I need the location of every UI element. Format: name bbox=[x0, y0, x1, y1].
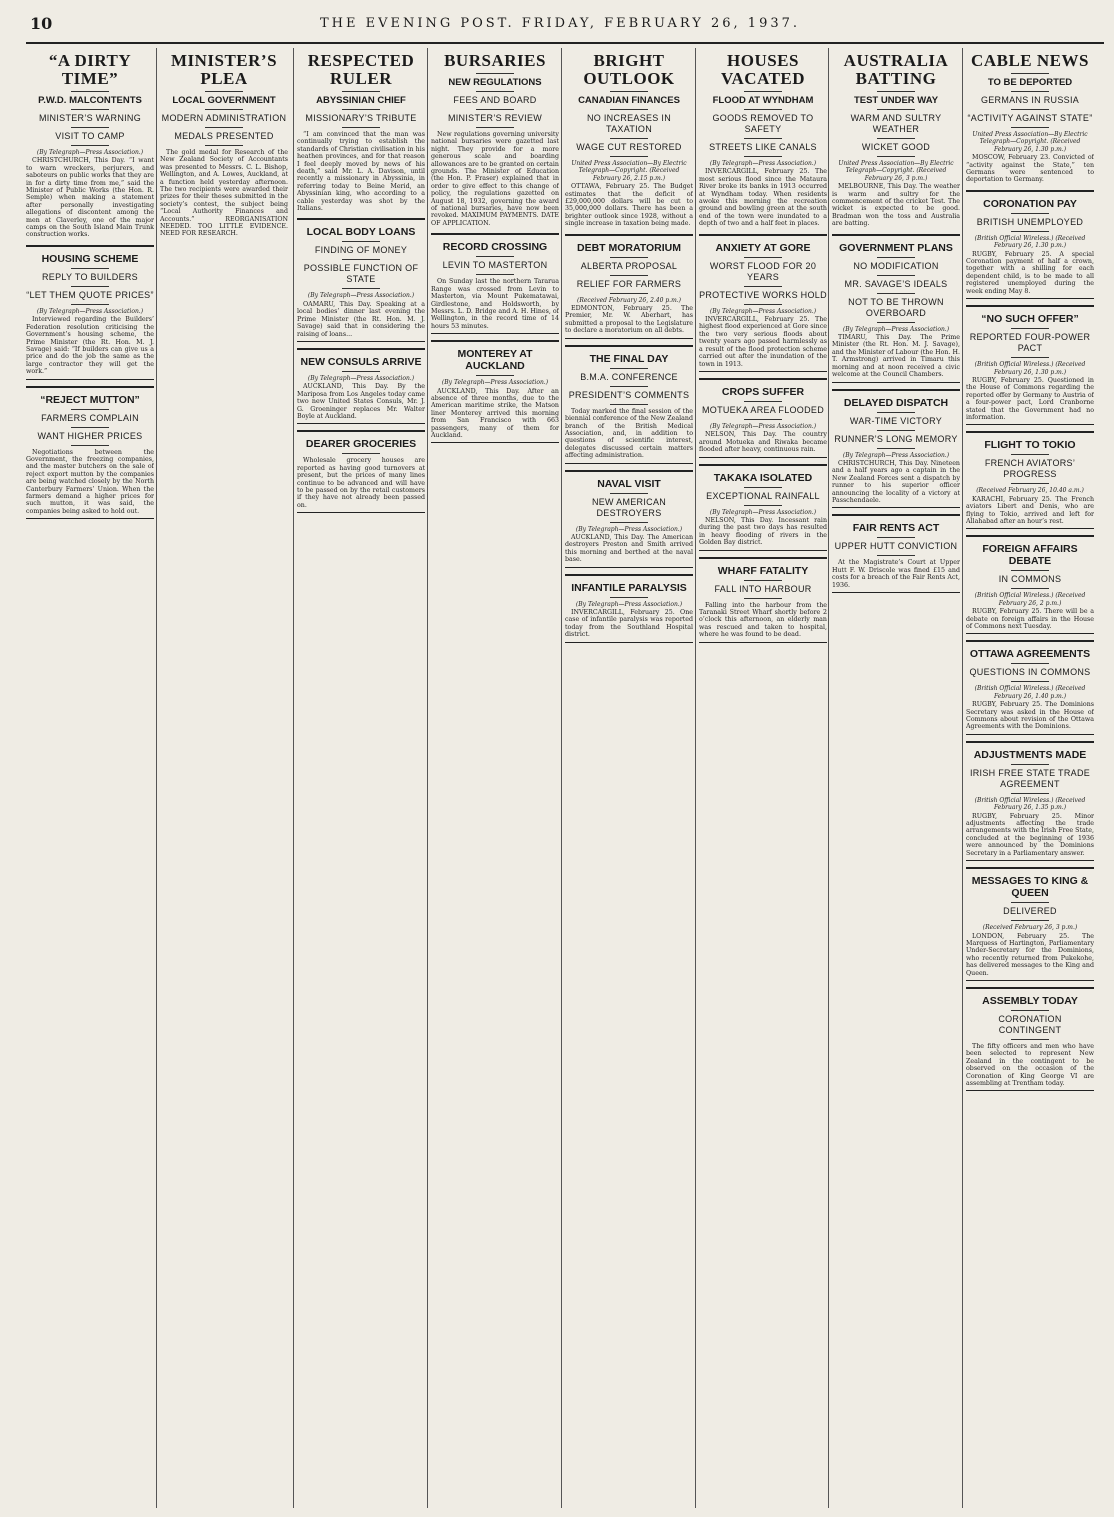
article-headline: MONTEREY AT AUCKLAND bbox=[457, 348, 533, 373]
article-subhead: CORONATION CONTINGENT bbox=[998, 1013, 1062, 1035]
article-byline: (By Telegraph—Press Association.) bbox=[709, 160, 817, 167]
article-subhead: “ACTIVITY AGAINST STATE” bbox=[967, 113, 1093, 123]
divider bbox=[1011, 109, 1049, 110]
article-subhead: FEES AND BOARD bbox=[453, 95, 537, 105]
article bbox=[431, 340, 559, 443]
divider bbox=[610, 597, 648, 598]
article-subhead: FLOOD AT WYNDHAM bbox=[712, 95, 814, 106]
column-8 bbox=[966, 48, 1094, 1508]
divider bbox=[1011, 663, 1049, 664]
article-byline: (British Official Wireless.) (Received February 26, 1.35 p.m.) bbox=[974, 796, 1086, 812]
divider bbox=[877, 275, 915, 276]
article-body: OTTAWA, February 25. The Budget estimates that the deficit of £29,000,000 dollars will be cut to 35,000,000 dollars. There has been a brighter outlook since 1928, without a single increase in taxation being made. bbox=[565, 183, 693, 228]
divider bbox=[744, 598, 782, 599]
article-subhead: DELIVERED bbox=[1003, 906, 1057, 917]
divider bbox=[877, 138, 915, 139]
article-subhead: PROTECTIVE WORKS HOLD bbox=[699, 289, 827, 300]
article-headline: NAVAL VISIT bbox=[597, 477, 661, 490]
article-subhead: MODERN ADMINISTRATION bbox=[161, 113, 287, 123]
divider bbox=[744, 487, 782, 488]
divider bbox=[71, 445, 109, 446]
divider bbox=[205, 127, 243, 128]
article-byline: (British Official Wireless.) (Received February 26, 1.30 p.m.) bbox=[974, 361, 1086, 376]
article-byline: (British Official Wireless.) (Received February 26, 1.40 p.m.) bbox=[974, 685, 1086, 700]
divider bbox=[342, 109, 380, 110]
article-byline: (By Telegraph—Press Association.) bbox=[575, 525, 683, 533]
article bbox=[297, 430, 425, 513]
article-byline: (By Telegraph—Press Association.) bbox=[36, 149, 144, 156]
divider bbox=[1011, 357, 1049, 358]
article-subhead: ALBERTA PROPOSAL bbox=[580, 260, 678, 271]
divider bbox=[1011, 127, 1049, 128]
divider bbox=[1011, 1010, 1049, 1011]
divider bbox=[476, 274, 514, 275]
divider bbox=[342, 288, 380, 289]
article-headline: DELAYED DISPATCH bbox=[843, 396, 949, 409]
article bbox=[565, 574, 693, 643]
divider bbox=[744, 91, 782, 92]
article-headline: DEARER GROCERIES bbox=[305, 438, 417, 451]
divider bbox=[342, 371, 380, 372]
article-body: Today marked the final session of the biennial conference of the New Zealand branch of the British Medical Association, and, in addition to questions of scientific interest, delegates discussed certain matters affecting administration. bbox=[565, 407, 693, 460]
article-subhead: NOT TO BE THROWN OVERBOARD bbox=[848, 296, 944, 318]
divider bbox=[342, 453, 380, 454]
divider bbox=[1011, 328, 1049, 329]
article-headline: BRIGHT OUTLOOK bbox=[583, 51, 675, 88]
article-body: New regulations governing university national bursaries were gazetted last night. They provide for a more generous scale and boarding allowances are to be granted on certain grounds. The Minister of Education (the Hon. P. Fraser) explained that in order to give effect to this change of policy, the regulations gazetted on August 18, 1932, governing the award of national bursaries, have now been revoked. MAXIMUM PAYMENTS. DATE OF APPLICATION. bbox=[431, 131, 559, 227]
article-byline: (By Telegraph—Press Association.) bbox=[842, 325, 950, 333]
article-subhead: ABYSSINIAN CHIEF bbox=[316, 95, 406, 106]
divider bbox=[1011, 73, 1049, 74]
divider bbox=[744, 138, 782, 139]
divider bbox=[71, 109, 109, 110]
divider bbox=[1011, 454, 1049, 455]
article bbox=[699, 557, 827, 643]
article-body: The fifty officers and men who have been selected to represent New Zealand in the contingent to be observed on the occasion of the Coronation of King George VI are assembling at Trentham today. bbox=[966, 1042, 1094, 1087]
article-subhead: “LET THEM QUOTE PRICES” bbox=[26, 289, 154, 300]
article-subhead: NEW REGULATIONS bbox=[448, 77, 542, 88]
article-subhead: TEST UNDER WAY bbox=[853, 95, 939, 106]
divider bbox=[877, 293, 915, 294]
article-subhead: MR. SAVAGE’S IDEALS bbox=[844, 278, 948, 289]
article bbox=[26, 52, 154, 239]
article-subhead: NEW AMERICAN DESTROYERS bbox=[591, 496, 667, 518]
article-headline: GOVERNMENT PLANS bbox=[839, 241, 953, 254]
divider bbox=[205, 145, 243, 146]
article-byline: (By Telegraph—Press Association.) bbox=[842, 451, 950, 459]
article-subhead: REPORTED FOUR-POWER PACT bbox=[969, 332, 1091, 354]
column-rule bbox=[695, 48, 696, 1508]
article-headline: MESSAGES TO KING & QUEEN bbox=[971, 875, 1089, 900]
article-subhead: NO MODIFICATION bbox=[853, 260, 939, 271]
article-subhead: WAR-TIME VICTORY bbox=[849, 415, 943, 426]
divider bbox=[744, 257, 782, 258]
divider bbox=[476, 73, 514, 74]
divider bbox=[610, 368, 648, 369]
article-subhead: EXCEPTIONAL RAINFALL bbox=[706, 490, 820, 501]
divider bbox=[877, 430, 915, 431]
article-subhead: FRENCH AVIATORS’ PROGRESS bbox=[984, 458, 1076, 480]
divider bbox=[877, 109, 915, 110]
divider bbox=[1011, 588, 1049, 589]
article bbox=[565, 234, 693, 339]
divider bbox=[744, 580, 782, 581]
article bbox=[832, 389, 960, 509]
article-subhead: IN COMMONS bbox=[998, 574, 1062, 585]
article bbox=[966, 640, 1094, 734]
article-headline: FLIGHT TO TOKIO bbox=[984, 439, 1076, 452]
divider bbox=[342, 91, 380, 92]
article-headline: TAKAKA ISOLATED bbox=[713, 471, 813, 484]
divider bbox=[1011, 764, 1049, 765]
article-headline: NEW CONSULS ARRIVE bbox=[300, 355, 422, 368]
divider bbox=[877, 555, 915, 556]
article bbox=[966, 52, 1094, 184]
divider bbox=[744, 401, 782, 402]
article bbox=[565, 345, 693, 464]
column-6 bbox=[699, 48, 827, 1508]
article-body: EDMONTON, February 25. The Premier, Mr. W. Aberhart, has submitted a proposal to the Legislature to declare a moratorium on all debts. bbox=[565, 305, 693, 335]
divider bbox=[71, 91, 109, 92]
article-body: RUGBY, February 25. Minor adjustments affecting the trade arrangements with the Irish Free State, concluded at the beginning of 1936 were announced by the Dominions Secretary in a Parliamentary answer. bbox=[966, 812, 1094, 857]
article bbox=[160, 52, 288, 238]
divider bbox=[877, 257, 915, 258]
article-byline: (By Telegraph—Press Association.) bbox=[709, 307, 817, 315]
divider bbox=[476, 375, 514, 376]
article-subhead: WICKET GOOD bbox=[861, 142, 931, 152]
column-rule bbox=[561, 48, 562, 1508]
article-subhead: P.W.D. MALCONTENTS bbox=[38, 95, 142, 106]
article-subhead: MEDALS PRESENTED bbox=[174, 131, 274, 141]
column-3 bbox=[297, 48, 425, 1508]
article-headline: MINISTER’S PLEA bbox=[170, 51, 278, 88]
article-byline: United Press Association—By Electric Telegraph—Copyright. (Received February 26, 1.30 p.m.) bbox=[972, 131, 1088, 153]
article bbox=[565, 52, 693, 228]
article bbox=[297, 52, 425, 212]
divider bbox=[877, 91, 915, 92]
article-headline: AUSTRALIA BATTING bbox=[843, 51, 949, 88]
divider bbox=[476, 127, 514, 128]
article-subhead: STREETS LIKE CANALS bbox=[709, 142, 817, 152]
article-headline: WHARF FATALITY bbox=[717, 564, 809, 577]
divider bbox=[610, 138, 648, 139]
divider bbox=[610, 91, 648, 92]
article-byline: (Received February 26, 2.40 p.m.) bbox=[576, 296, 682, 304]
divider bbox=[1011, 793, 1049, 794]
article-subhead: FARMERS COMPLAIN bbox=[41, 412, 139, 423]
article-headline: INFANTILE PARALYSIS bbox=[571, 581, 687, 594]
article-subhead: MINISTER’S REVIEW bbox=[447, 113, 543, 123]
article-headline: RECORD CROSSING bbox=[442, 241, 548, 254]
column-rule bbox=[828, 48, 829, 1508]
divider bbox=[610, 293, 648, 294]
article-byline: (By Telegraph—Press Association.) bbox=[441, 379, 549, 387]
article bbox=[966, 741, 1094, 861]
column-1 bbox=[26, 48, 154, 1508]
divider bbox=[877, 537, 915, 538]
article bbox=[297, 348, 425, 424]
divider bbox=[476, 109, 514, 110]
article-subhead: RELIEF FOR FARMERS bbox=[576, 278, 682, 289]
article-subhead: WAGE CUT RESTORED bbox=[576, 142, 682, 152]
article-subhead: MINISTER’S WARNING bbox=[38, 113, 142, 123]
divider bbox=[877, 412, 915, 413]
article-body: MELBOURNE, This Day. The weather is warm and sultry for the commencement of the cricket Test. The wicket is expected to be good. Bradman won the toss and Australia are batting. bbox=[832, 183, 960, 228]
article-headline: “REJECT MUTTON” bbox=[40, 393, 140, 406]
article-headline: DEBT MORATORIUM bbox=[576, 241, 682, 254]
divider bbox=[744, 109, 782, 110]
divider bbox=[610, 404, 648, 405]
article-body: At the Magistrate’s Court at Upper Hutt F. W. Driscole was fined £15 and costs for a breach of the Fair Rents Act, 1936. bbox=[832, 559, 960, 589]
article-body: RUGBY, February 25. Questioned in the House of Commons regarding the reported offer by Germany to Austria of a four-power pact, Lord Cranborne stated that the Government had no information. bbox=[966, 376, 1094, 421]
article-headline: BURSARIES bbox=[444, 51, 546, 70]
article-subhead: IRISH FREE STATE TRADE AGREEMENT bbox=[969, 767, 1091, 789]
divider bbox=[744, 505, 782, 506]
divider bbox=[610, 257, 648, 258]
article-body: Interviewed regarding the Builders’ Federation resolution criticising the Government’s housing scheme, the Prime Minister (the Rt. Hon. M. J. Savage) said: “If builders can give us a price and do the job the same as the large contractor they will get the work.” bbox=[26, 316, 154, 376]
divider bbox=[476, 91, 514, 92]
column-rule bbox=[293, 48, 294, 1508]
divider bbox=[342, 241, 380, 242]
article-body: RUGBY, February 25. The Dominions Secretary was asked in the House of Commons about revision of the Ottawa Agreements with the Dominions. bbox=[966, 701, 1094, 731]
article-byline: (British Official Wireless.) (Received February 26, 1.30 p.m.) bbox=[974, 234, 1086, 250]
divider bbox=[1011, 681, 1049, 682]
divider bbox=[877, 156, 915, 157]
divider bbox=[71, 127, 109, 128]
article bbox=[699, 234, 827, 372]
article-headline: “NO SUCH OFFER” bbox=[981, 313, 1079, 326]
article-body: NELSON, This Day. Incessant rain during the past two days has resulted in heavy flooding of rivers in the Golden Bay district. bbox=[699, 516, 827, 547]
article bbox=[26, 245, 154, 380]
article-subhead: VISIT TO CAMP bbox=[55, 131, 125, 141]
article bbox=[565, 470, 693, 568]
article-subhead: NO INCREASES IN TAXATION bbox=[586, 113, 671, 134]
article-subhead: LOCAL GOVERNMENT bbox=[172, 95, 276, 106]
divider bbox=[744, 156, 782, 157]
article-byline: (By Telegraph—Press Association.) bbox=[709, 508, 817, 516]
article-subhead: REPLY TO BUILDERS bbox=[42, 271, 138, 282]
column-rule bbox=[156, 48, 157, 1508]
article-subhead: WARM AND SULTRY WEATHER bbox=[850, 113, 942, 134]
article-byline: (By Telegraph—Press Association.) bbox=[307, 292, 415, 300]
divider bbox=[877, 448, 915, 449]
divider bbox=[877, 322, 915, 323]
column-4 bbox=[431, 48, 559, 1508]
article-headline: ANXIETY AT GORE bbox=[715, 241, 811, 254]
article-body: AUCKLAND, This Day. By the Mariposa from Los Angeles today came two new United States Consuls, Mr. J. G. Groeninger replaces Mr. Walter Boyle at Auckland. bbox=[297, 383, 425, 420]
divider bbox=[610, 493, 648, 494]
page-number: 10 bbox=[30, 14, 53, 33]
article-body: INVERCARGILL, February 25. One case of infantile paralysis was reported today from the Southland Hospital district. bbox=[565, 608, 693, 639]
article bbox=[832, 514, 960, 593]
divider bbox=[71, 409, 109, 410]
article-byline: (By Telegraph—Press Association.) bbox=[36, 307, 144, 315]
article-headline: RESPECTED RULER bbox=[307, 51, 415, 88]
divider bbox=[1011, 570, 1049, 571]
article-subhead: FINDING OF MONEY bbox=[314, 245, 408, 256]
article-body: TIMARU, This Day. The Prime Minister (the Rt. Hon. M. J. Savage), and the Minister of Labour (the Hon. H. T. Armstrong) arrived in Timaru this morning and at noon received a civic welcome at the Council Chambers. bbox=[832, 334, 960, 379]
article bbox=[431, 233, 559, 334]
article-body: On Sunday last the northern Tararua Range was crossed from Levin to Masterton, via Mount Pukematawai, Girdlestone, and Holdsworth, by Messrs. L. D. Bridge and A. H. Hines, of Wellington, in the record time of 14 hours 53 minutes. bbox=[431, 278, 559, 330]
article-headline: “A DIRTY TIME” bbox=[48, 51, 132, 88]
article bbox=[966, 431, 1094, 529]
article-headline: LOCAL BODY LOANS bbox=[306, 226, 416, 239]
article bbox=[966, 867, 1094, 981]
divider bbox=[342, 259, 380, 260]
article-body: Wholesale grocery houses are reported as having good turnovers at present, but the prices of many lines continue to be advanced and will have to be passed on by the retail customers if they have not already been passed on. bbox=[297, 457, 425, 509]
divider bbox=[1011, 231, 1049, 232]
article-byline: (By Telegraph—Press Association.) bbox=[575, 600, 683, 608]
article-headline: CABLE NEWS bbox=[971, 51, 1089, 70]
divider bbox=[205, 109, 243, 110]
divider bbox=[610, 156, 648, 157]
article-subhead: QUESTIONS IN COMMONS bbox=[969, 667, 1091, 678]
article-body: RUGBY, February 25. There will be a debate on foreign affairs in the House of Commons next Tuesday. bbox=[966, 608, 1094, 630]
article-byline: (By Telegraph—Press Association.) bbox=[709, 422, 817, 430]
article-headline: HOUSING SCHEME bbox=[41, 252, 139, 265]
divider bbox=[744, 286, 782, 287]
article-headline: HOUSES VACATED bbox=[720, 51, 806, 88]
article-body: Falling into the harbour from the Taranaki Street Wharf shortly before 2 o’clock this afternoon, an elderly man was rescued and taken to hospital, where he was found to be dead. bbox=[699, 601, 827, 639]
article-subhead: POSSIBLE FUNCTION OF STATE bbox=[303, 263, 419, 285]
article-subhead: WANT HIGHER PRICES bbox=[37, 430, 143, 441]
article-body: “I am convinced that the man was continually trying to establish the standards of Christian civilisation in his heathen provinces, and for that reason I feel deeply moved by news of his death,” said Mr. L. A. Davison, until recently a missionary in Abyssinia, in referring today to Beine Merid, an Abyssinian king, who according to a cable yesterday was shot by the Italians. bbox=[297, 131, 425, 213]
divider bbox=[71, 427, 109, 428]
column-7 bbox=[832, 48, 960, 1508]
article-headline: CROPS SUFFER bbox=[721, 385, 805, 398]
article-subhead: BRITISH UNEMPLOYED bbox=[976, 216, 1084, 227]
article-body: KARACHI, February 25. The French aviators Libert and Denis, who are flying to Tokio, arrived and left for Allahabad after an hour’s rest. bbox=[966, 495, 1094, 525]
article-subhead: LEVIN TO MASTERTON bbox=[442, 260, 548, 271]
divider bbox=[1011, 483, 1049, 484]
article-byline: (British Official Wireless.) (Received February 26, 2 p.m.) bbox=[974, 592, 1086, 607]
article-body: NELSON, This Day. The country around Motueka and Riwaka became flooded after heavy, continuous rain. bbox=[699, 431, 827, 454]
column-5 bbox=[565, 48, 693, 1508]
divider bbox=[476, 256, 514, 257]
article-headline: FOREIGN AFFAIRS DEBATE bbox=[982, 543, 1078, 568]
article bbox=[966, 305, 1094, 425]
divider bbox=[610, 386, 648, 387]
divider bbox=[71, 145, 109, 146]
article-headline: ASSEMBLY TODAY bbox=[982, 994, 1078, 1007]
article-subhead: FALL INTO HARBOUR bbox=[714, 583, 812, 594]
divider bbox=[1011, 902, 1049, 903]
article-body: Negotiations between the Government, the freezing companies, and the master butchers on the sale of reject export mutton by the companies are being watched closely by the North Canterbury Farmers’ Union. When the farmers demand a higher prices for such mutton, it was said, the companies being asked to hold out. bbox=[26, 448, 154, 515]
article-byline: United Press Association—By Electric Telegraph—Copyright. (Received February 26, 3 p.m.) bbox=[838, 160, 954, 182]
article-headline: THE FINAL DAY bbox=[589, 352, 669, 365]
article-body: CHRISTCHURCH, This Day. “I want to warn wreckers, perjurers, and saboteurs on public works that they are in for a dirty time from me,” said the Minister of Public Works (the Hon. R. Semple) when making a statement after personally investigating allegations of discontent among the men at Claverley, one of the major camps on the South Island Main Trunk construction works. bbox=[26, 157, 154, 239]
divider bbox=[1011, 920, 1049, 921]
article-byline: United Press Association—By Electric Telegraph—Copyright. (Received February 26, 2.15 p.m.) bbox=[571, 160, 687, 182]
article-subhead: GERMANS IN RUSSIA bbox=[980, 95, 1080, 105]
divider bbox=[342, 127, 380, 128]
article bbox=[699, 378, 827, 458]
masthead bbox=[0, 4, 1114, 44]
column-rule bbox=[427, 48, 428, 1508]
article-body: MOSCOW, February 23. Convicted of “activity against the State,” ten Germans were sentenced to deportation to Germany. bbox=[966, 154, 1094, 184]
article bbox=[966, 535, 1094, 634]
article-byline: (Received February 26, 10.40 a.m.) bbox=[976, 487, 1084, 495]
article-subhead: PRESIDENT’S COMMENTS bbox=[568, 389, 690, 400]
divider bbox=[71, 268, 109, 269]
article-body: LONDON, February 25. The Marquess of Hartington, Parliamentary Under-Secretary for the Dominions, who recently returned from Pukekohe, has delivered messages to the King and Queen. bbox=[966, 932, 1094, 977]
article-subhead: CANADIAN FINANCES bbox=[578, 95, 680, 106]
divider bbox=[610, 522, 648, 523]
article bbox=[832, 52, 960, 228]
article-subhead: UPPER HUTT CONVICTION bbox=[834, 541, 958, 552]
masthead-title: THE EVENING POST. FRIDAY, FEBRUARY 26, 1937. bbox=[319, 16, 801, 31]
divider bbox=[744, 419, 782, 420]
article-subhead: GOODS REMOVED TO SAFETY bbox=[712, 113, 814, 134]
article-headline: ADJUSTMENTS MADE bbox=[973, 748, 1087, 761]
article-headline: CORONATION PAY bbox=[983, 197, 1077, 210]
column-rule bbox=[962, 48, 963, 1508]
article-body: OAMARU, This Day. Speaking at a local bodies’ dinner last evening the Prime Minister (the Rt. Hon. M. J. Savage) said that in considering the raising of loans... bbox=[297, 300, 425, 338]
article-headline: OTTAWA AGREEMENTS bbox=[969, 648, 1091, 661]
article-subhead: RUNNER’S LONG MEMORY bbox=[834, 433, 958, 444]
divider bbox=[1011, 91, 1049, 92]
article-subhead: MISSIONARY’S TRIBUTE bbox=[305, 113, 417, 123]
divider bbox=[71, 304, 109, 305]
article bbox=[26, 386, 154, 520]
article bbox=[297, 218, 425, 341]
article-subhead: WORST FLOOD FOR 20 YEARS bbox=[709, 260, 817, 282]
article-byline: (By Telegraph—Press Association.) bbox=[307, 374, 415, 382]
article-byline: (Received February 26, 3 p.m.) bbox=[982, 924, 1078, 932]
article-body: CHRISTCHURCH, This Day. Nineteen and a half years ago a captain in the New Zealand Forces sent a dispatch by runner to his superior officer announcing the locality of a victory at Passchendaele. bbox=[832, 459, 960, 504]
article bbox=[431, 52, 559, 227]
divider bbox=[1011, 1039, 1049, 1040]
article-body: INVERCARGILL, February 25. The highest flood experienced at Gore since the two very serious floods about twenty years ago passed harmlessly as a result of the flood protection scheme carried out after the inundation of the town in 1913. bbox=[699, 316, 827, 368]
article bbox=[699, 52, 827, 228]
divider bbox=[71, 286, 109, 287]
divider bbox=[610, 109, 648, 110]
divider bbox=[205, 91, 243, 92]
article-subhead: MOTUEKA AREA FLOODED bbox=[701, 404, 825, 415]
column-2 bbox=[160, 48, 288, 1508]
article bbox=[966, 987, 1094, 1091]
article-subhead: B.M.A. CONFERENCE bbox=[580, 371, 678, 382]
divider bbox=[744, 304, 782, 305]
article-body: RUGBY, February 25. A special Coronation payment of half a crown, together with a shilling for each dependent child, is to be made to all registered unemployed during the week ending May 8. bbox=[966, 250, 1094, 295]
article-body: AUCKLAND, This Day. The American destroyers Preston and Smith arrived this morning and berthed at the naval base. bbox=[565, 533, 693, 564]
masthead-rule bbox=[26, 42, 1104, 44]
article bbox=[699, 464, 827, 551]
divider bbox=[1011, 213, 1049, 214]
article-body: AUCKLAND, This Day. After an absence of three months, due to the American maritime strike, the Matson liner Monterey arrived this morning from San Francisco with 663 passengers, many of them for Auckland. bbox=[431, 387, 559, 439]
article-headline: FAIR RENTS ACT bbox=[852, 522, 940, 535]
divider bbox=[610, 275, 648, 276]
article bbox=[832, 234, 960, 383]
article-body: INVERCARGILL, February 25. The most serious flood since the Mataura River broke its banks in 1913 occurred at Wyndham today. When residents awoke this morning the recreation ground and bowling green at the south end of the town were inundated to a depth of two and a half feet in places. bbox=[699, 168, 827, 228]
article-subhead: TO BE DEPORTED bbox=[987, 77, 1073, 88]
article-body: The gold medal for Research of the New Zealand Society of Accountants was presented to Messrs. C. L. Bishop, Wellington, and A. Lowes, Auckland, at a function held yesterday afternoon. The two recipients were awarded their prizes for their theses submitted in the society’s contest, the subject being “Local Authority Finances and Accounts.” REORGANISATION NEEDED. TOO LITTLE EVIDENCE. NEED FOR RESEARCH. bbox=[160, 149, 288, 238]
article bbox=[966, 190, 1094, 299]
